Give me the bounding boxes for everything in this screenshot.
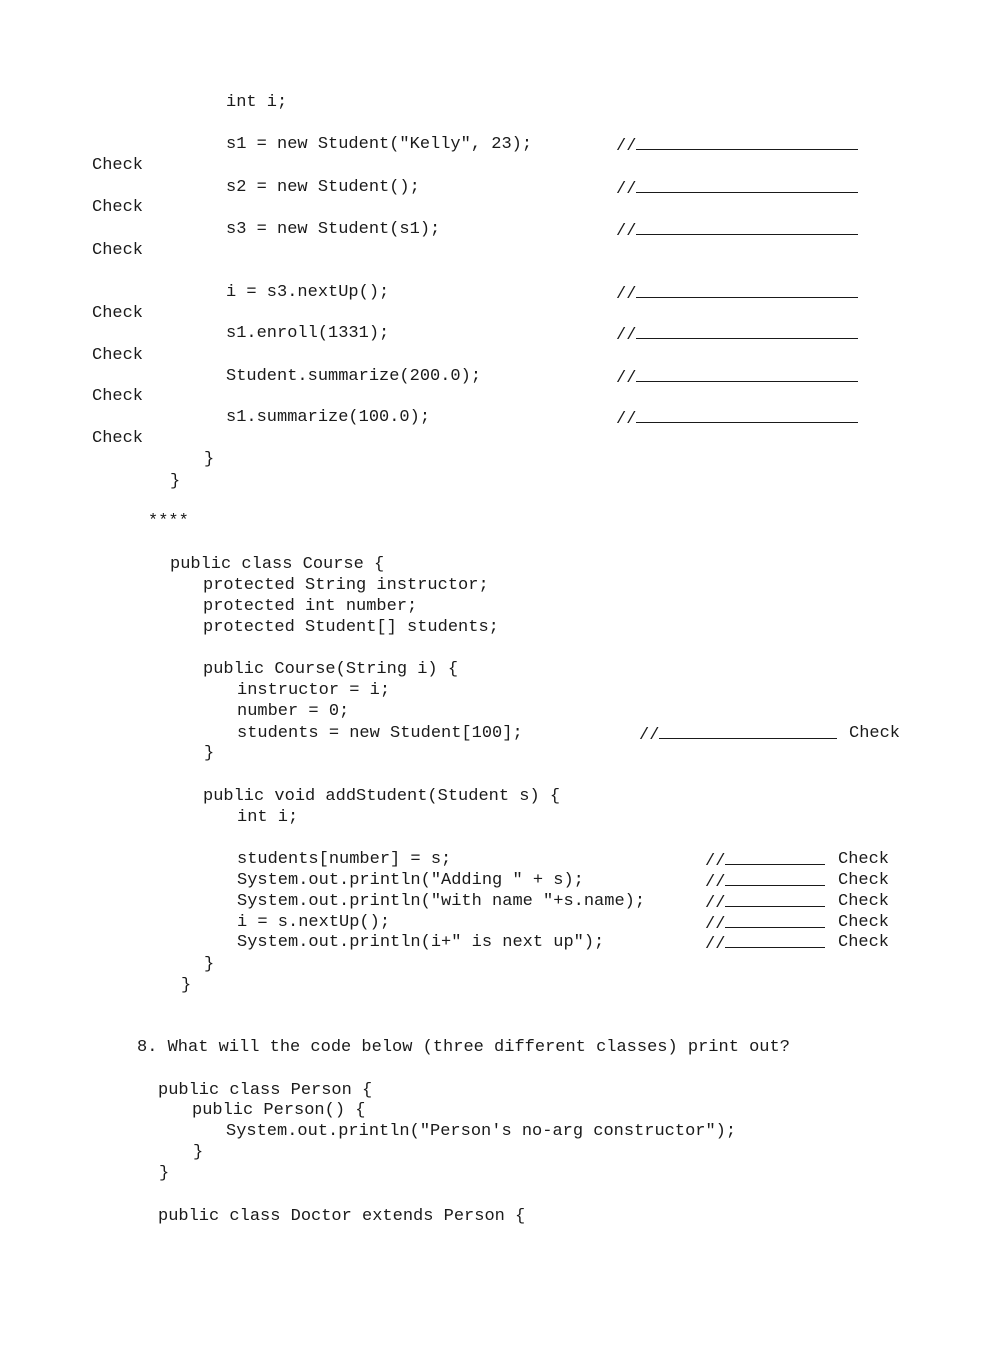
code-line-decl: int i; — [226, 93, 288, 112]
check-label: Check — [92, 387, 144, 406]
constructor-declaration: public Course(String i) { — [203, 660, 459, 679]
comment-marker: // — [616, 326, 637, 345]
answer-blank[interactable] — [616, 220, 858, 240]
code-line: students = new Student[100]; — [237, 724, 523, 743]
answer-blank[interactable] — [616, 324, 858, 344]
comment-marker: // — [616, 410, 637, 429]
field-line: protected Student[] students; — [203, 618, 499, 637]
comment-marker: // — [639, 726, 660, 745]
close-brace: } — [204, 955, 215, 974]
close-brace: } — [204, 744, 215, 763]
close-brace: } — [159, 1164, 170, 1183]
answer-blank[interactable] — [616, 367, 858, 387]
blank-line — [636, 408, 858, 423]
method-declaration: public void addStudent(Student s) { — [203, 787, 561, 806]
comment-marker: // — [616, 180, 637, 199]
blank-line — [725, 871, 825, 886]
close-brace: } — [170, 472, 181, 491]
blank-line — [636, 324, 858, 339]
code-line: s2 = new Student(); — [226, 178, 420, 197]
blank-line — [636, 367, 858, 382]
answer-blank[interactable] — [705, 892, 825, 912]
answer-blank[interactable] — [705, 850, 825, 870]
code-line: s1.summarize(100.0); — [226, 408, 431, 427]
code-line: System.out.println("with name "+s.name); — [237, 892, 646, 911]
separator: **** — [148, 512, 189, 531]
code-line: System.out.println(i+" is next up"); — [237, 933, 605, 952]
code-line: students[number] = s; — [237, 850, 452, 869]
code-line-decl: int i; — [237, 808, 299, 827]
comment-marker: // — [705, 873, 726, 892]
answer-blank[interactable] — [705, 871, 825, 891]
check-label: Check — [92, 429, 144, 448]
blank-line — [659, 724, 837, 739]
code-line: s3 = new Student(s1); — [226, 220, 441, 239]
answer-blank[interactable] — [616, 408, 858, 428]
code-line: s1.enroll(1331); — [226, 324, 390, 343]
check-label: Check — [838, 871, 890, 890]
code-line: number = 0; — [237, 702, 350, 721]
code-line: s1 = new Student("Kelly", 23); — [226, 135, 533, 154]
answer-blank[interactable] — [705, 933, 825, 953]
check-label: Check — [92, 156, 144, 175]
comment-marker: // — [705, 915, 726, 934]
comment-marker: // — [616, 137, 637, 156]
code-line: System.out.println("Adding " + s); — [237, 871, 584, 890]
field-line: protected int number; — [203, 597, 418, 616]
code-line: instructor = i; — [237, 681, 391, 700]
comment-marker: // — [616, 369, 637, 388]
field-line: protected String instructor; — [203, 576, 489, 595]
blank-line — [725, 892, 825, 907]
comment-marker: // — [705, 852, 726, 871]
answer-blank[interactable] — [639, 724, 837, 744]
answer-blank[interactable] — [616, 178, 858, 198]
question-prompt: 8. What will the code below (three different classes) print out? — [137, 1038, 790, 1057]
check-label: Check — [92, 304, 144, 323]
close-brace: } — [193, 1143, 204, 1162]
check-label: Check — [838, 933, 890, 952]
code-line: System.out.println("Person's no-arg constructor"); — [226, 1122, 737, 1141]
class-declaration: public class Doctor extends Person { — [158, 1207, 526, 1226]
class-declaration: public class Course { — [170, 555, 385, 574]
comment-marker: // — [705, 894, 726, 913]
blank-line — [636, 135, 858, 150]
blank-line — [636, 283, 858, 298]
check-label: Check — [838, 892, 890, 911]
answer-blank[interactable] — [616, 283, 858, 303]
code-line: i = s.nextUp(); — [237, 913, 391, 932]
check-label: Check — [92, 198, 144, 217]
comment-marker: // — [616, 285, 637, 304]
comment-marker: // — [616, 222, 637, 241]
close-brace: } — [181, 976, 192, 995]
answer-blank[interactable] — [705, 913, 825, 933]
check-label: Check — [849, 724, 901, 743]
answer-blank[interactable] — [616, 135, 858, 155]
check-label: Check — [92, 241, 144, 260]
constructor-declaration: public Person() { — [192, 1101, 366, 1120]
check-label: Check — [838, 850, 890, 869]
blank-line — [636, 178, 858, 193]
class-declaration: public class Person { — [158, 1081, 373, 1100]
code-line: i = s3.nextUp(); — [226, 283, 390, 302]
blank-line — [725, 913, 825, 928]
code-line: Student.summarize(200.0); — [226, 367, 482, 386]
blank-line — [725, 850, 825, 865]
comment-marker: // — [705, 935, 726, 954]
blank-line — [725, 933, 825, 948]
check-label: Check — [92, 346, 144, 365]
check-label: Check — [838, 913, 890, 932]
close-brace: } — [204, 450, 215, 469]
blank-line — [636, 220, 858, 235]
